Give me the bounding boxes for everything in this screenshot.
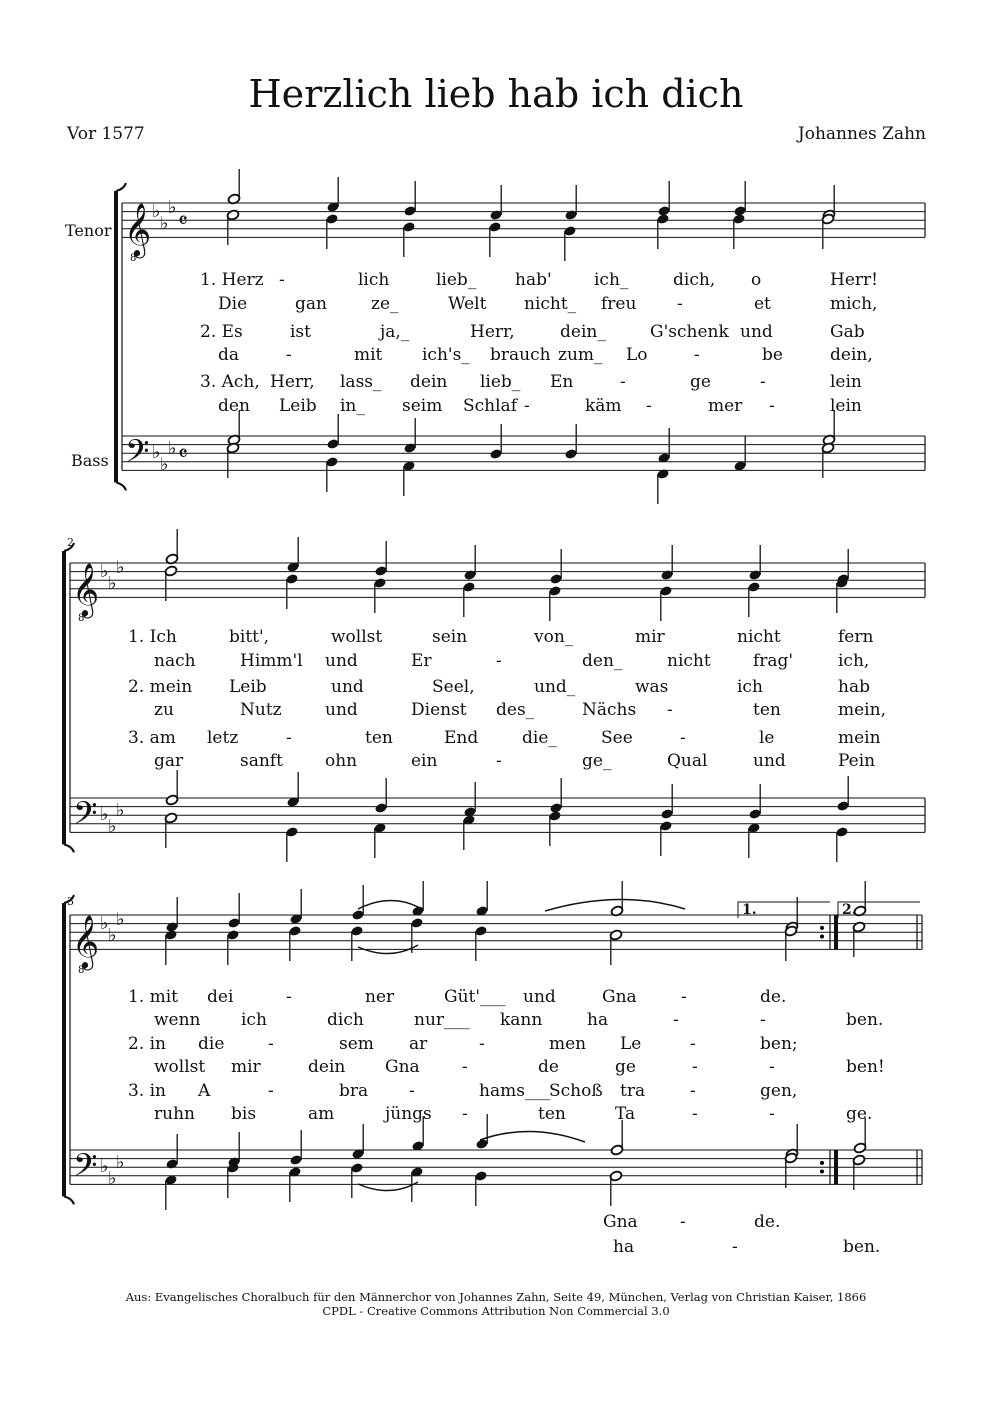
lyric-syllable: - xyxy=(769,396,775,416)
license-text: CPDL - Creative Commons Attribution Non Commercial 3.0 xyxy=(322,1304,670,1318)
lyric-syllable: nicht xyxy=(667,651,711,671)
lyric-syllable: ner xyxy=(365,987,395,1007)
lyric-syllable: lein xyxy=(830,372,862,392)
treble-clef-icon: 𝄞 xyxy=(72,562,100,616)
lyric-syllable: Le xyxy=(620,1034,642,1054)
lyric-syllable: und xyxy=(523,987,556,1007)
repeat-dot xyxy=(820,935,824,939)
lyric-syllable: ge_ xyxy=(582,751,612,771)
lyric-syllable: - xyxy=(760,372,766,392)
common-time-icon: 𝄴 xyxy=(178,209,188,234)
lyric-syllable: bra xyxy=(339,1081,369,1101)
lyric-syllable: fern xyxy=(838,627,874,647)
lyric-syllable: - xyxy=(760,1010,766,1030)
lyric-syllable: seim xyxy=(402,396,443,416)
lyric-syllable: ze_ xyxy=(371,294,399,314)
lyric-syllable: zu xyxy=(154,700,174,720)
lyric-syllable: hams___ xyxy=(479,1081,551,1101)
lyric-syllable: lich xyxy=(358,270,390,290)
lyric-syllable: - xyxy=(479,1034,485,1054)
lyric-syllable: 3. am xyxy=(128,728,176,748)
lyric-syllable: ha xyxy=(613,1237,635,1257)
lyric-syllable: - xyxy=(496,751,502,771)
lyric-syllable: und_ xyxy=(534,677,576,697)
lyric-syllable: tra xyxy=(620,1081,646,1101)
lyric-syllable: Schoß xyxy=(549,1081,603,1101)
flat-icon: ♭ xyxy=(100,561,109,582)
lyric-syllable: Leib xyxy=(279,396,317,416)
lyric-syllable: - xyxy=(681,987,687,1007)
lyric-syllable: - xyxy=(286,728,292,748)
lyric-syllable: Dienst xyxy=(411,700,467,720)
lyric-syllable: - xyxy=(769,1057,775,1077)
flat-icon: ♭ xyxy=(100,913,109,934)
lyric-syllable: En xyxy=(550,372,574,392)
octave-marker: 8 xyxy=(130,253,137,264)
lyric-syllable: ge xyxy=(615,1057,636,1077)
flat-icon: ♭ xyxy=(116,800,125,821)
lyric-syllable: da xyxy=(218,345,240,365)
lyric-syllable: ten xyxy=(365,728,393,748)
lyric-syllable: Ta xyxy=(615,1104,636,1124)
lyric-syllable: sem xyxy=(339,1034,374,1054)
lyric-syllable: de. xyxy=(760,987,787,1007)
lyric-syllable: - xyxy=(692,1057,698,1077)
bass-clef-icon: 𝄢 xyxy=(125,433,150,477)
system-number: 2 xyxy=(67,536,74,549)
footer xyxy=(0,1290,992,1318)
lyric-syllable: mein xyxy=(838,728,881,748)
lyric-syllable: - xyxy=(268,1081,274,1101)
lyric-syllable: 2. mein xyxy=(128,677,193,697)
flat-icon: ♭ xyxy=(116,557,125,578)
lyric-syllable: mir xyxy=(635,627,665,647)
flat-icon: ♭ xyxy=(152,442,161,463)
flat-icon: ♭ xyxy=(160,454,169,475)
lyric-syllable: G'schenk xyxy=(650,322,729,342)
lyric-syllable: - xyxy=(673,1010,679,1030)
lyric-syllable: ruhn xyxy=(154,1104,195,1124)
lyric-syllable: in_ xyxy=(340,396,365,416)
lyric-syllable: letz xyxy=(207,728,239,748)
lyric-syllable: zum_ xyxy=(558,345,603,365)
flat-icon: ♭ xyxy=(100,804,109,825)
lyric-syllable: de xyxy=(538,1057,559,1077)
lyric-syllable: wenn xyxy=(154,1010,201,1030)
bracket-hook xyxy=(64,1196,74,1204)
flat-icon: ♭ xyxy=(108,816,117,837)
lyric-syllable: Herr, xyxy=(270,372,315,392)
lyric-syllable: - xyxy=(680,1212,686,1232)
lyric-syllable: und xyxy=(740,322,773,342)
voice-label-tenor: Tenor xyxy=(65,221,112,240)
lyric-syllable: Lo xyxy=(626,345,648,365)
flat-icon: ♭ xyxy=(152,201,161,222)
lyric-syllable: 1. Herz xyxy=(200,270,264,290)
lyric-syllable: mein, xyxy=(838,700,886,720)
lyric-syllable: 3. Ach, xyxy=(200,372,260,392)
flat-icon: ♭ xyxy=(108,925,117,946)
lyric-syllable: gen, xyxy=(760,1081,798,1101)
flat-icon: ♭ xyxy=(100,1156,109,1177)
repeat-dot xyxy=(820,1170,824,1174)
lyric-syllable: mit xyxy=(354,345,383,365)
lyric-syllable: - xyxy=(286,987,292,1007)
flat-icon: ♭ xyxy=(108,1168,117,1189)
lyric-syllable: hab xyxy=(838,677,870,697)
lyric-syllable: des_ xyxy=(496,700,535,720)
composer-label: Johannes Zahn xyxy=(797,124,926,144)
lyric-syllable: - xyxy=(268,1034,274,1054)
lyric-syllable: Er xyxy=(411,651,432,671)
lyric-syllable: men xyxy=(549,1034,587,1054)
flat-icon: ♭ xyxy=(108,573,117,594)
lyric-syllable: dein xyxy=(308,1057,346,1077)
lyric-syllable: nicht_ xyxy=(524,294,577,314)
lyric-syllable: A xyxy=(198,1081,211,1101)
lyric-syllable: ben. xyxy=(843,1237,881,1257)
lyric-syllable: freu xyxy=(601,294,637,314)
lyric-syllable: und xyxy=(325,700,358,720)
lyric-syllable: jüngs xyxy=(385,1104,432,1124)
repeat-dot xyxy=(820,926,824,930)
octave-marker: 8 xyxy=(78,965,85,976)
flat-icon: ♭ xyxy=(116,909,125,930)
repeat-dot xyxy=(820,1161,824,1165)
lyric-syllable: dein_ xyxy=(560,322,606,342)
lyric-syllable: Himm'l xyxy=(240,651,303,671)
lyric-syllable: mir xyxy=(231,1057,261,1077)
date-label: Vor 1577 xyxy=(67,124,145,144)
lyric-syllable: bitt', xyxy=(229,627,270,647)
lyric-syllable: End xyxy=(444,728,479,748)
flat-icon: ♭ xyxy=(168,438,177,459)
lyric-syllable: 2. Es xyxy=(200,322,243,342)
lyric-syllable: - xyxy=(732,1237,738,1257)
bracket-hook xyxy=(64,895,74,903)
lyric-syllable: ist xyxy=(290,322,311,342)
lyric-syllable: ich's_ xyxy=(422,345,470,365)
lyric-syllable: bis xyxy=(231,1104,257,1124)
lyric-syllable: ten xyxy=(753,700,781,720)
lyric-syllable: sein xyxy=(432,627,468,647)
lyric-syllable: - xyxy=(524,396,530,416)
lyric-syllable: et xyxy=(754,294,771,314)
slur xyxy=(358,900,418,909)
treble-clef-icon: 𝄞 xyxy=(124,202,152,256)
lyric-syllable: lieb_ xyxy=(480,372,521,392)
slur xyxy=(480,1131,585,1142)
lyric-syllable: den_ xyxy=(582,651,623,671)
lyric-syllable: ben; xyxy=(760,1034,798,1054)
lyric-syllable: die xyxy=(198,1034,225,1054)
lyric-syllable: ich, xyxy=(838,651,870,671)
lyric-syllable: ha xyxy=(587,1010,609,1030)
lyric-syllable: Nächs xyxy=(582,700,637,720)
lyric-syllable: Pein xyxy=(838,751,876,771)
lyric-syllable: Nutz xyxy=(240,700,282,720)
lyric-syllable: 3. in xyxy=(128,1081,167,1101)
lyric-syllable: Qual xyxy=(667,751,708,771)
lyric-syllable: ben! xyxy=(846,1057,885,1077)
lyric-syllable: ich xyxy=(737,677,763,697)
lyric-syllable: ohn xyxy=(325,751,358,771)
lyric-syllable: Gna xyxy=(385,1057,420,1077)
lyric-syllable: de. xyxy=(754,1212,781,1232)
lyric-syllable: - xyxy=(667,700,673,720)
lyric-syllable: ge xyxy=(690,372,711,392)
lyric-syllable: - xyxy=(462,1104,468,1124)
lyric-syllable: wollst xyxy=(154,1057,206,1077)
lyric-syllable: wollst xyxy=(331,627,383,647)
lyric-syllable: lass_ xyxy=(340,372,382,392)
lyric-syllable: Welt xyxy=(448,294,487,314)
lyric-syllable: - xyxy=(677,294,683,314)
lyric-syllable: le xyxy=(759,728,775,748)
flat-icon: ♭ xyxy=(116,1152,125,1173)
slur xyxy=(358,1182,418,1191)
volta-label-second: 2. xyxy=(842,902,857,918)
common-time-icon: 𝄴 xyxy=(178,442,188,467)
lyric-syllable: - xyxy=(409,1081,415,1101)
lyric-syllable: Leib xyxy=(229,677,267,697)
bracket-hook xyxy=(64,844,74,852)
flat-icon: ♭ xyxy=(160,213,169,234)
lyric-syllable: - xyxy=(690,1034,696,1054)
lyric-syllable: - xyxy=(646,396,652,416)
flat-icon: ♭ xyxy=(168,197,177,218)
lyric-syllable: Herr! xyxy=(830,270,878,290)
lyric-syllable: sanft xyxy=(240,751,283,771)
lyric-syllable: Seel, xyxy=(432,677,475,697)
lyric-syllable: nach xyxy=(154,651,196,671)
source-citation: Aus: Evangelisches Choralbuch für den Männerchor von Johannes Zahn, Seite 49, München, Verlag von Christian Kaiser, 1866 xyxy=(125,1290,867,1304)
lyric-syllable: dich xyxy=(327,1010,364,1030)
lyric-syllable: be xyxy=(762,345,783,365)
lyric-syllable: 1. mit xyxy=(128,987,179,1007)
lyric-syllable: - xyxy=(462,1057,468,1077)
bass-clef-icon: 𝄢 xyxy=(73,1147,98,1191)
lyric-syllable: gar xyxy=(154,751,184,771)
treble-clef-icon: 𝄞 xyxy=(72,914,100,968)
volta-label-first: 1. xyxy=(742,902,757,918)
lyric-syllable: Schlaf xyxy=(463,396,517,416)
lyric-syllable: - xyxy=(286,345,292,365)
lyric-syllable: käm xyxy=(585,396,622,416)
lyric-syllable: - xyxy=(769,1104,775,1124)
page-title: Herzlich lieb hab ich dich xyxy=(248,72,744,116)
lyric-syllable: - xyxy=(692,1104,698,1124)
lyric-syllable: - xyxy=(620,372,626,392)
lyric-syllable: ten xyxy=(538,1104,566,1124)
lyric-syllable: ja,_ xyxy=(380,322,410,342)
lyric-syllable: die_ xyxy=(522,728,557,748)
lyric-syllable: am xyxy=(308,1104,335,1124)
voice-label-bass: Bass xyxy=(71,451,109,470)
lyric-syllable: Herr, xyxy=(470,322,515,342)
lyric-syllable: ein xyxy=(411,751,438,771)
lyric-syllable: und xyxy=(325,651,358,671)
lyric-syllable: lieb_ xyxy=(436,270,477,290)
lyric-syllable: was xyxy=(635,677,669,697)
lyric-syllable: ben. xyxy=(846,1010,884,1030)
lyric-syllable: 1. Ich xyxy=(128,627,177,647)
lyric-syllable: nicht xyxy=(737,627,781,647)
lyric-syllable: ich_ xyxy=(594,270,629,290)
octave-marker: 8 xyxy=(78,613,85,624)
lyric-syllable: ge. xyxy=(846,1104,873,1124)
lyric-syllable: Gna xyxy=(602,987,637,1007)
bracket-hook xyxy=(64,543,74,551)
lyric-syllable: Güt'___ xyxy=(444,987,506,1007)
lyric-syllable: nur___ xyxy=(414,1010,470,1030)
bracket-hook xyxy=(116,183,126,191)
lyric-syllable: brauch xyxy=(490,345,551,365)
lyric-syllable: dei xyxy=(207,987,234,1007)
lyric-syllable: See xyxy=(601,728,633,748)
lyric-syllable: - xyxy=(694,345,700,365)
bracket-hook xyxy=(116,482,126,490)
lyric-syllable: und xyxy=(753,751,786,771)
lyric-syllable: lein xyxy=(830,396,862,416)
lyric-syllable: und xyxy=(331,677,364,697)
system-number: 3 xyxy=(67,895,74,908)
bass-clef-icon: 𝄢 xyxy=(73,795,98,839)
lyric-syllable: dein xyxy=(410,372,448,392)
lyric-syllable: ar xyxy=(409,1034,428,1054)
lyric-syllable: mich, xyxy=(830,294,878,314)
lyric-syllable: - xyxy=(690,1081,696,1101)
lyric-syllable: ich xyxy=(241,1010,267,1030)
lyric-syllable: Gab xyxy=(830,322,865,342)
lyric-syllable: dich, xyxy=(673,270,716,290)
lyric-syllable: 2. in xyxy=(128,1034,167,1054)
lyric-syllable: - xyxy=(680,728,686,748)
lyric-syllable: - xyxy=(496,651,502,671)
lyric-syllable: hab' xyxy=(515,270,552,290)
lyric-syllable: kann xyxy=(500,1010,543,1030)
lyric-syllable: - xyxy=(279,270,285,290)
lyric-syllable: frag' xyxy=(753,651,794,671)
lyric-syllable: von_ xyxy=(534,627,574,647)
lyric-syllable: den xyxy=(218,396,250,416)
lyric-syllable: dein, xyxy=(830,345,873,365)
lyric-syllable: Gna xyxy=(603,1212,638,1232)
lyric-syllable: mer xyxy=(708,396,743,416)
lyric-syllable: o xyxy=(751,270,762,290)
lyric-syllable: gan xyxy=(295,294,327,314)
lyric-syllable: Die xyxy=(218,294,248,314)
